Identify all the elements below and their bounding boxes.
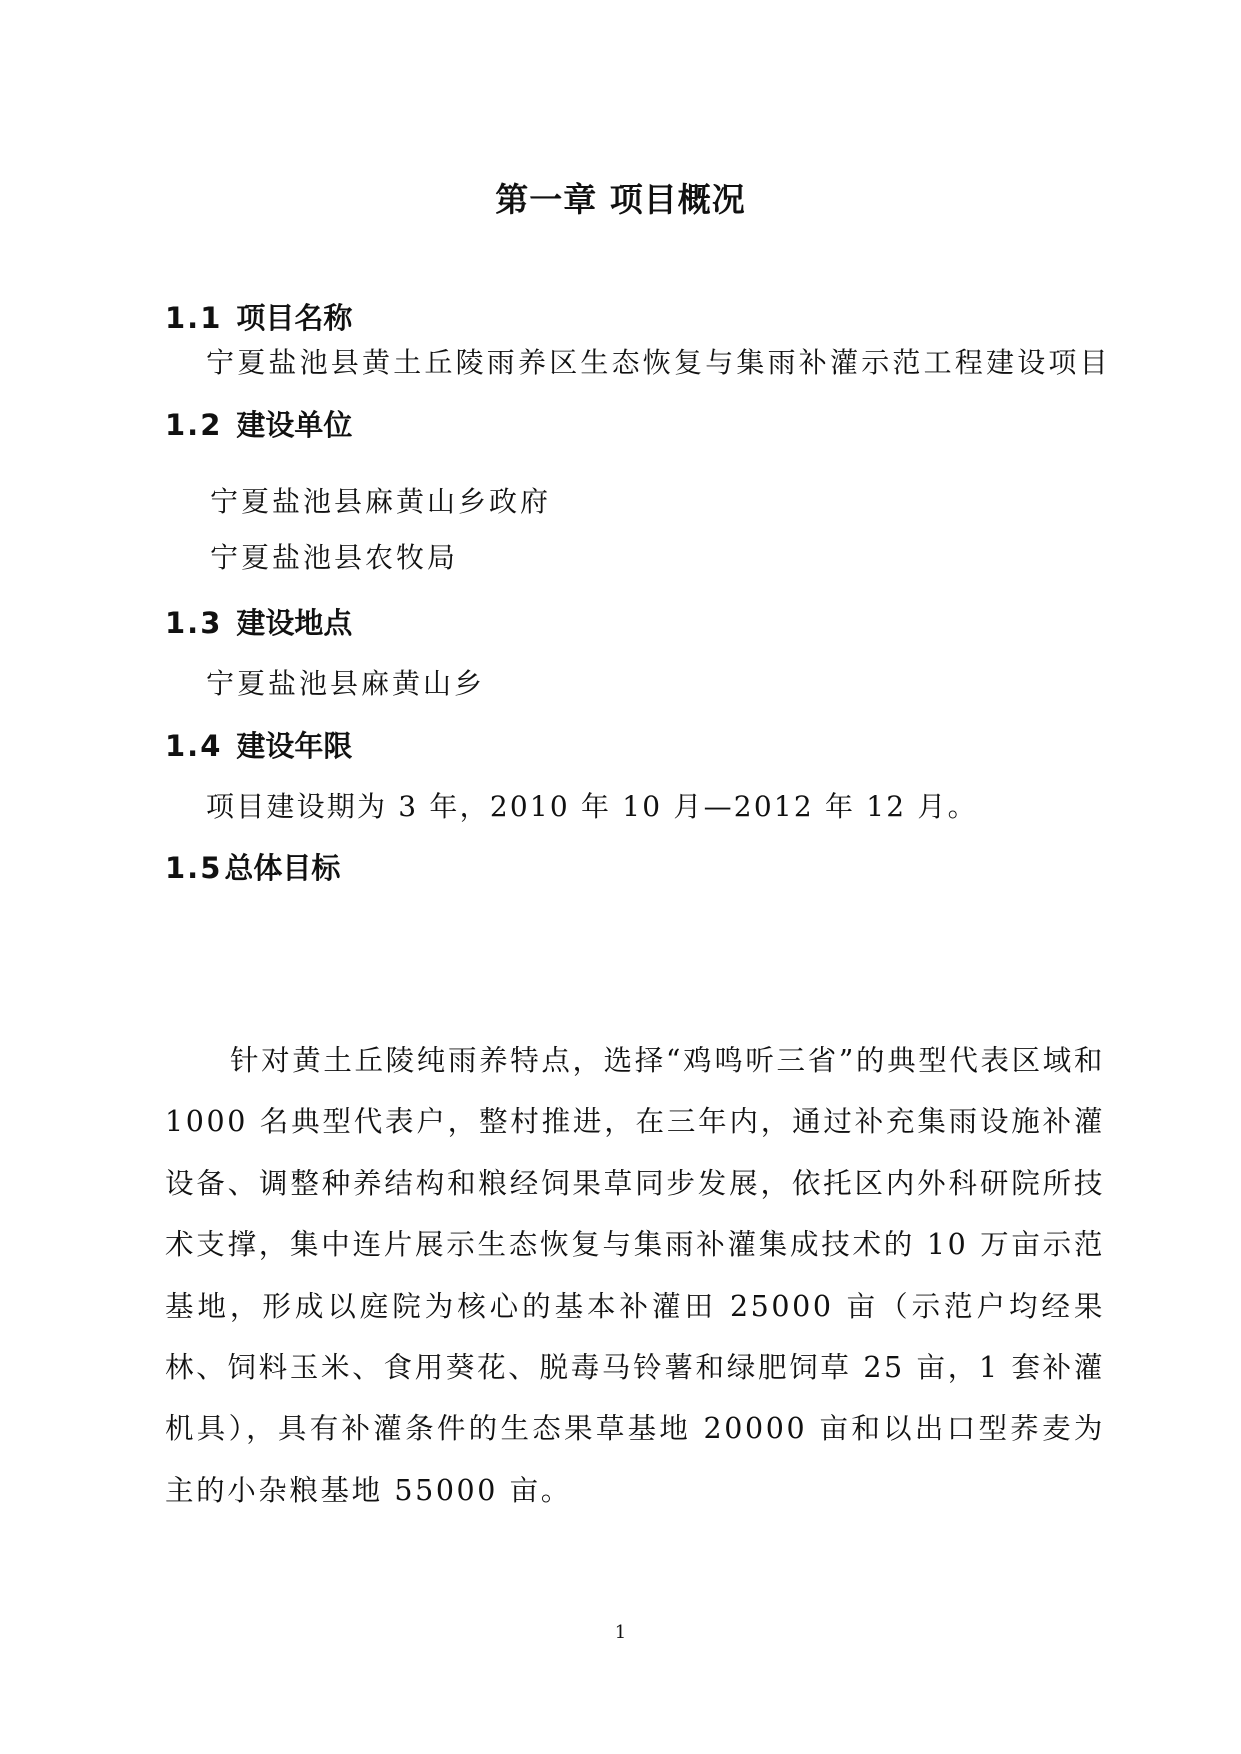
section-title: 建设地点 — [236, 606, 353, 640]
section-heading-1-4 — [165, 726, 352, 766]
section-title: 建设单位 — [236, 408, 353, 442]
section-number: 1.4 — [165, 729, 223, 763]
project-name-text: 宁夏盐池县黄土丘陵雨养区生态恢复与集雨补灌示范工程建设项目 — [206, 346, 1111, 379]
construction-unit-1: 宁夏盐池县麻黄山乡政府 — [210, 485, 552, 518]
section-number: 1.3 — [165, 606, 223, 640]
page-number: 1 — [614, 1622, 627, 1643]
section-number: 1.5 — [165, 851, 223, 885]
section-heading-1-5 — [165, 848, 340, 888]
section-heading-1-1 — [165, 298, 352, 338]
section-title: 项目名称 — [236, 301, 353, 335]
construction-period-text: 项目建设期为 3 年，2010 年 10 月—2012 年 12 月。 — [206, 790, 978, 823]
construction-location-text: 宁夏盐池县麻黄山乡 — [206, 667, 486, 700]
section-heading-1-2 — [165, 405, 352, 445]
overall-goal-paragraph: 针对黄土丘陵纯雨养特点，选择“鸡鸣听三省”的典型代表区域和 1000 名典型代表户，整村推进，在三年内，通过补充集雨设施补灌设备、调整种养结构和粮经饲果草同步发展，依托区内外科研院所技术支撑，集中连片展示生态恢复与集雨补灌集成技术的 10 万亩示范基地，形成以庭院为核心的基本补灌田 25000 亩（示范户均经果林、饲料玉米、食用葵花、脱毒马铃薯和绿肥饲草 25 亩，1 套补灌机具），具有补灌条件的生态果草基地 20000 亩和以出口型荞麦为主的小杂粮基地 55000 亩。 — [165, 1044, 1105, 1507]
section-number: 1.1 — [165, 301, 223, 335]
section-title: 建设年限 — [236, 729, 353, 763]
chapter-title: 第一章 项目概况 — [495, 180, 746, 219]
section-number: 1.2 — [165, 408, 223, 442]
construction-unit-2: 宁夏盐池县农牧局 — [210, 541, 459, 574]
section-title: 总体目标 — [224, 851, 341, 885]
section-heading-1-3 — [165, 603, 352, 643]
